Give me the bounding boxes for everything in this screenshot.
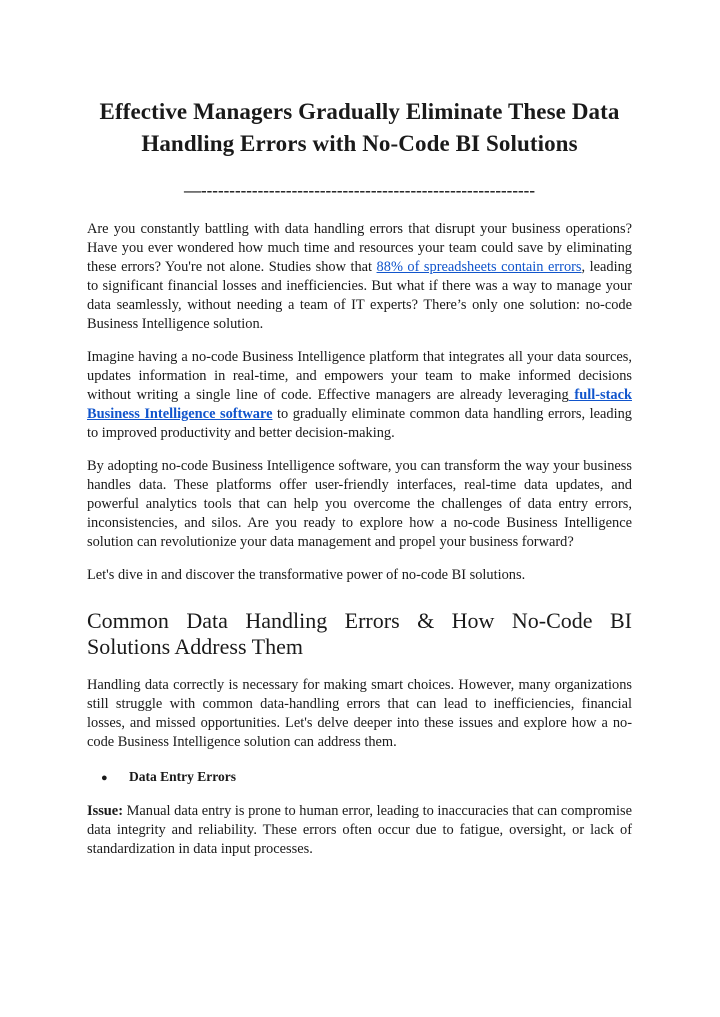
intro-p2-text-before: Imagine having a no-code Business Intelligence platform that integrates all your data sources, updates information in real-time, and empowers your team to make informed decisions without writing a single line of code. Effective managers are already leveraging: [87, 349, 632, 403]
intro-p1-text-after: , leading to significant financial losses and inefficiencies. But what if there was a way to manage your data seamlessly, without needing a team of IT experts? There’s only one solution: no-code Business Intelligence solution.: [87, 259, 632, 332]
intro-paragraph-1: [87, 220, 632, 334]
section-paragraph-1: Handling data correctly is necessary for making smart choices. However, many organizations still struggle with common data-handling errors that can lead to inefficiencies, financial losses, and missed opportunities. Let's delve deeper into these issues and explore how a no-code Business Intelligence solution can address them.: [87, 677, 632, 750]
issue-text: Manual data entry is prone to human error, leading to inaccuracies that can compromise data integrity and reliability. These errors often occur due to fatigue, oversight, or lack of standardization in data input processes.: [87, 803, 632, 857]
document-page: [87, 96, 632, 859]
intro-paragraph-4: Let's dive in and discover the transformative power of no-code BI solutions.: [87, 567, 526, 583]
section-heading-line-1: Common Data Handling Errors & How No-Code BI: [87, 608, 632, 633]
section-heading-line-2: Solutions Address Them: [87, 634, 303, 659]
intro-p2-text-after: to gradually eliminate common data handling errors, leading to improved productivity and better decision-making.: [87, 406, 632, 441]
intro-paragraph-3: By adopting no-code Business Intelligence software, you can transform the way your business handles data. These platforms offer user-friendly interfaces, real-time data updates, and powerful analytics tools that can help you overcome the challenges of data entry errors, inconsistencies, and silos. Are you ready to explore how a no-code Business Intelligence solution can revolutionize your data management and propel your business forward?: [87, 458, 632, 550]
issue-paragraph: [87, 802, 632, 859]
bullet-list-item: [87, 767, 632, 788]
document-title: Effective Managers Gradually Eliminate These Data Handling Errors with No-Code BI Solutions: [99, 99, 620, 156]
bi-software-link[interactable]: full-stack Business Intelligence software: [87, 387, 632, 422]
intro-paragraph-2: [87, 348, 632, 443]
bullet-dot-icon: ●: [101, 772, 108, 784]
intro-p1-text-before: Are you constantly battling with data handling errors that disrupt your business operations? Have you ever wondered how much time and resources your team could save by eliminating these errors? You're not alone. Studies show that: [87, 221, 632, 275]
bullet-label: Data Entry Errors: [129, 769, 236, 784]
issue-label: Issue:: [87, 803, 123, 819]
title-divider: —-----------------------------------------------------------: [183, 181, 535, 200]
section-heading: [87, 608, 632, 660]
spreadsheet-errors-link[interactable]: 88% of spreadsheets contain errors: [376, 259, 582, 275]
